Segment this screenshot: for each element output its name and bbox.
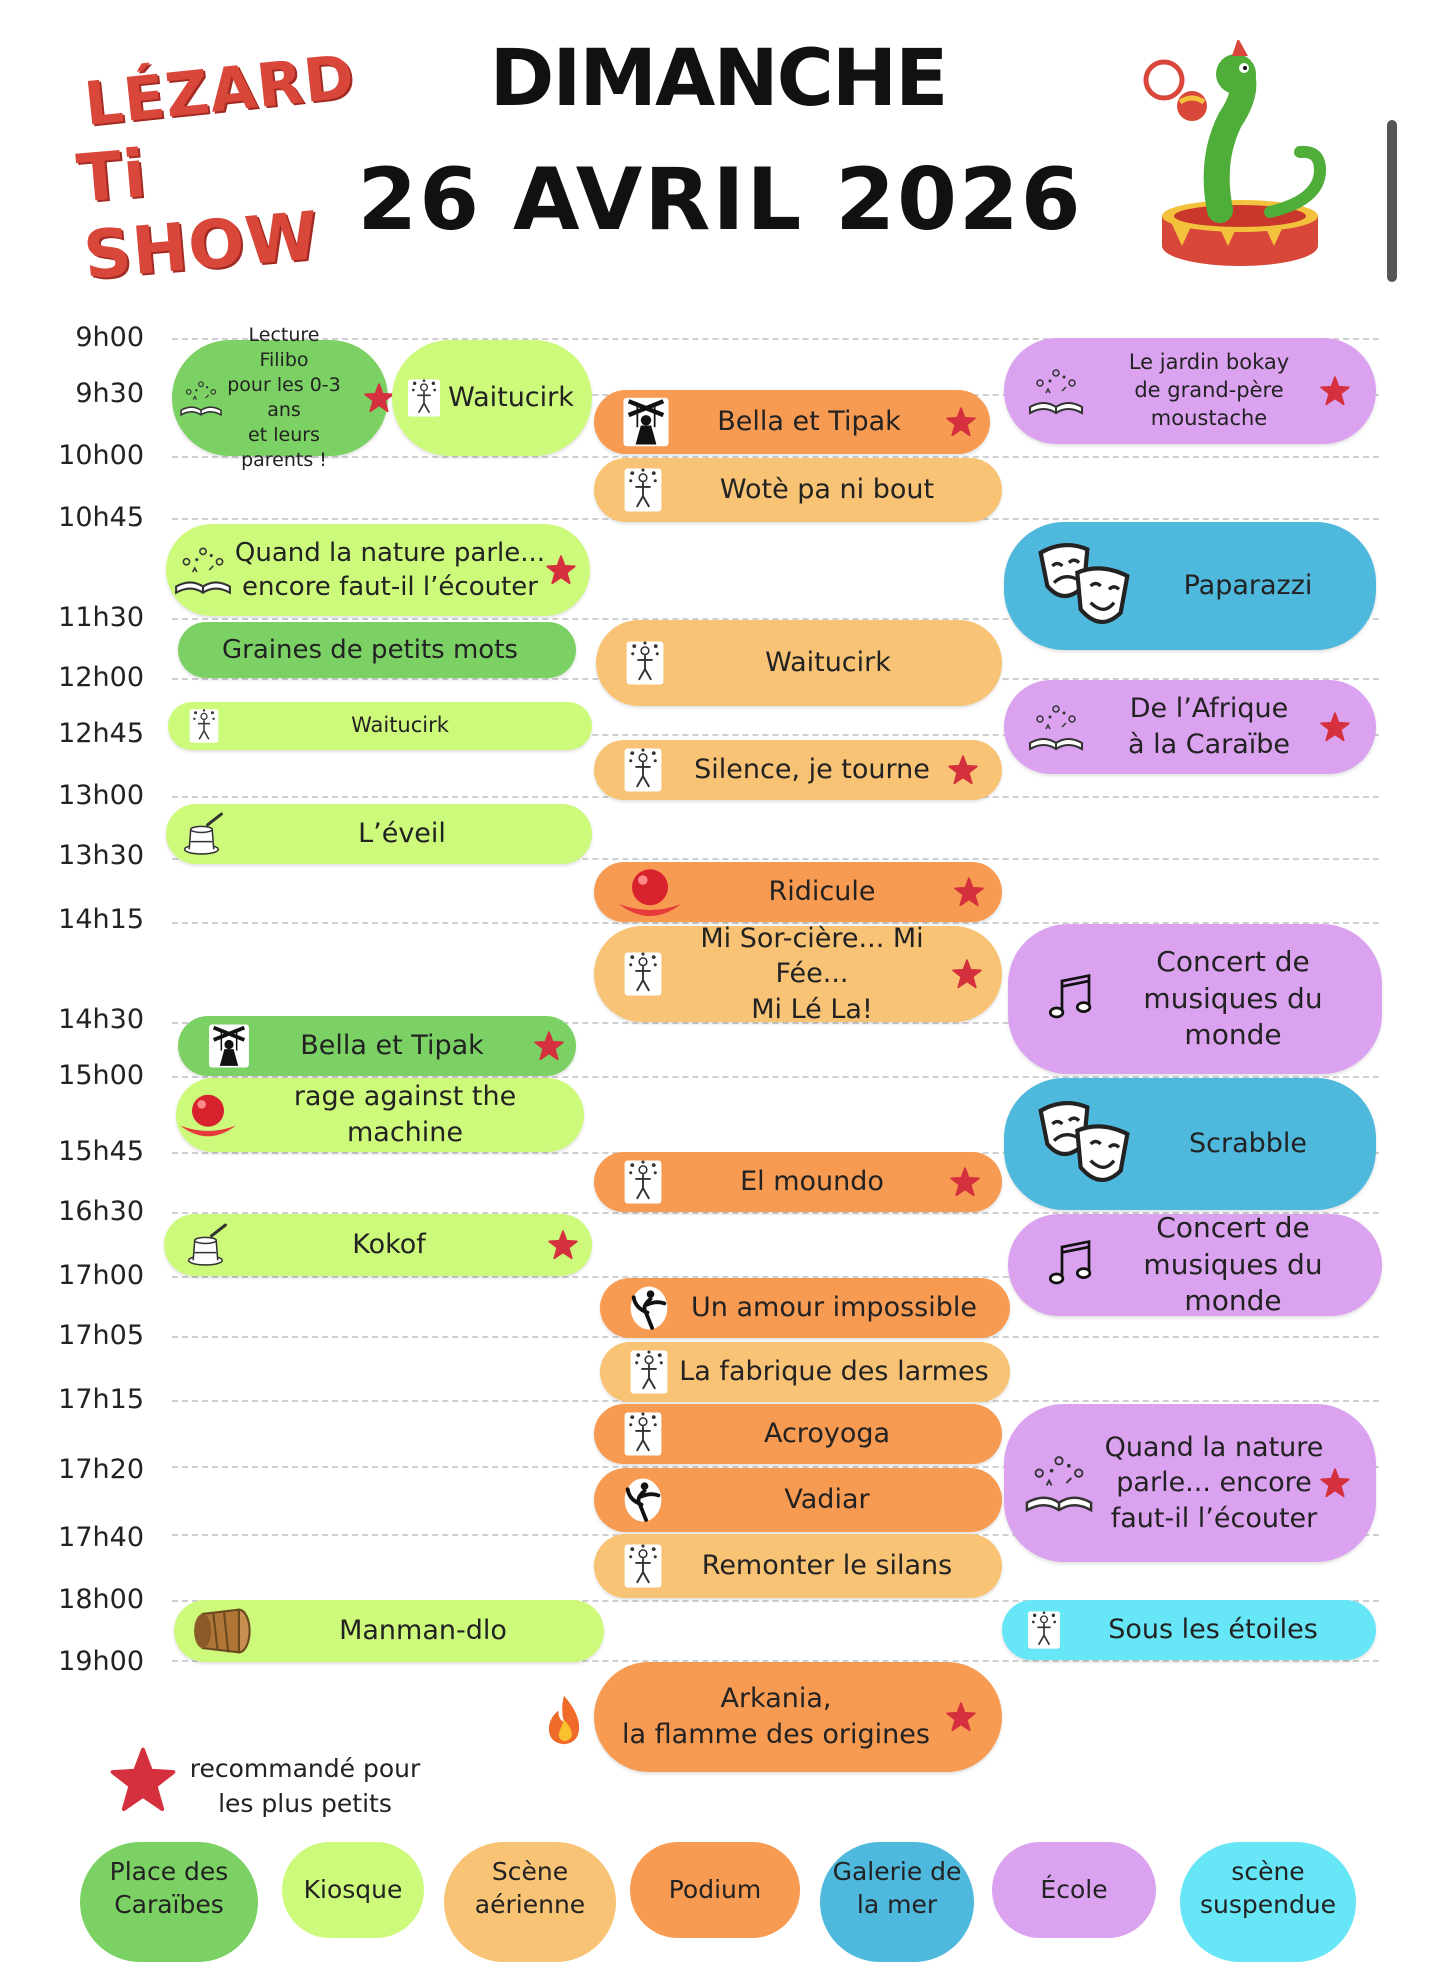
recommended-star-icon — [534, 1031, 564, 1061]
recommended-star-icon — [946, 1702, 976, 1732]
event-pill[interactable] — [172, 323, 388, 472]
time-label: 16h30 — [58, 1196, 144, 1227]
clown-nose-icon — [614, 856, 686, 928]
book-icon — [178, 375, 224, 421]
juggler-icon — [626, 1349, 672, 1395]
event-title: Vadiar — [784, 1484, 870, 1516]
event-title: De l’Afrique à la Caraïbe — [1127, 693, 1291, 760]
event-pill[interactable] — [600, 1278, 1010, 1338]
recommended-star-icon — [548, 1230, 578, 1260]
page-title: DIMANCHE — [489, 34, 947, 124]
recommended-star-icon — [364, 383, 394, 413]
lizard-mascot-icon — [1120, 40, 1360, 280]
recommended-star-icon — [1320, 712, 1350, 742]
event-pill[interactable] — [166, 804, 592, 864]
event-pill[interactable] — [168, 702, 592, 750]
time-label: 17h05 — [58, 1320, 144, 1351]
event-title: Mi Sor-cière... Mi Fée... Mi Lé La! — [700, 922, 924, 1025]
event-title: Waitucirk — [448, 382, 574, 414]
event-pill[interactable] — [1008, 924, 1382, 1074]
time-label: 14h15 — [58, 904, 144, 935]
event-pill[interactable] — [594, 390, 990, 454]
puppet-icon — [206, 1023, 252, 1069]
event-title: Sous les étoiles — [1108, 1614, 1318, 1646]
event-pill[interactable] — [392, 340, 592, 456]
event-pill[interactable] — [178, 1016, 576, 1076]
time-label: 9h00 — [75, 322, 144, 353]
event-pill[interactable] — [594, 1404, 1002, 1464]
time-label: 12h00 — [58, 662, 144, 693]
location-badge: Scène aérienne — [444, 1842, 616, 1962]
recommended-star-icon — [946, 407, 976, 437]
event-pill[interactable] — [594, 862, 1002, 922]
recommended-star-icon — [546, 555, 576, 585]
event-title: Wotè pa ni bout — [719, 474, 935, 506]
time-label: 10h00 — [58, 440, 144, 471]
event-title: Arkania, la flamme des origines — [622, 1683, 930, 1750]
event-pill[interactable] — [594, 1534, 1002, 1598]
event-pill[interactable] — [174, 1600, 604, 1662]
event-pill[interactable] — [1004, 338, 1376, 444]
event-pill[interactable] — [596, 620, 1002, 706]
event-title: Concert de musiques du monde — [1143, 944, 1323, 1052]
book-icon — [172, 539, 234, 601]
location-badge: Podium — [630, 1842, 800, 1938]
event-title: Concert de musiques du monde — [1143, 1210, 1323, 1318]
music-note-icon — [1044, 1238, 1098, 1292]
event-pill[interactable] — [1004, 1078, 1376, 1210]
event-title: Waitucirk — [351, 713, 449, 738]
time-label: 15h45 — [58, 1136, 144, 1167]
time-label: 14h30 — [58, 1004, 144, 1035]
recommended-star-icon — [108, 1747, 178, 1813]
dancer-icon — [620, 1477, 666, 1523]
juggler-icon — [620, 1159, 666, 1205]
event-title: Bella et Tipak — [300, 1030, 484, 1062]
recommended-star-icon — [954, 877, 984, 907]
juggler-icon — [620, 1411, 666, 1457]
event-pill[interactable] — [594, 1152, 1002, 1212]
event-pill[interactable] — [1004, 1404, 1376, 1562]
juggler-icon — [620, 951, 666, 997]
event-title: Bella et Tipak — [717, 406, 901, 438]
book-icon — [1026, 697, 1086, 757]
event-title: Silence, je tourne — [694, 754, 930, 786]
recommended-star-icon — [1320, 376, 1350, 406]
scrollbar[interactable] — [1387, 120, 1397, 282]
event-title: Scrabble — [1188, 1128, 1308, 1160]
event-pill[interactable] — [1004, 522, 1376, 650]
time-label: 17h40 — [58, 1522, 144, 1553]
recommended-star-icon — [950, 1167, 980, 1197]
event-pill[interactable] — [1004, 680, 1376, 774]
clown-nose-icon — [176, 1083, 240, 1147]
theater-masks-icon — [1034, 536, 1134, 636]
magic-hat-icon — [184, 1222, 230, 1268]
recommended-star-icon — [948, 755, 978, 785]
event-title: Kokof — [352, 1229, 426, 1261]
magic-hat-icon — [180, 811, 226, 857]
event-pill[interactable] — [594, 458, 1002, 522]
time-label: 15h00 — [58, 1060, 144, 1091]
event-pill[interactable] — [594, 1468, 1002, 1532]
event-pill[interactable] — [594, 740, 1002, 800]
juggler-icon — [620, 747, 666, 793]
event-pill[interactable] — [600, 1342, 1010, 1402]
event-title: Waitucirk — [765, 647, 891, 679]
time-label: 13h30 — [58, 840, 144, 871]
location-badge: Galerie de la mer — [820, 1842, 974, 1962]
event-pill[interactable] — [178, 622, 576, 678]
event-title: El moundo — [740, 1166, 884, 1198]
location-badge: scène suspendue — [1180, 1842, 1356, 1962]
juggler-icon — [620, 1543, 666, 1589]
time-label: 11h30 — [58, 602, 144, 633]
event-pill[interactable] — [594, 922, 1002, 1025]
time-label: 12h45 — [58, 718, 144, 749]
logo-line-2: Ti SHOW — [73, 134, 323, 295]
book-icon — [1026, 361, 1086, 421]
location-badge: Place des Caraïbes — [80, 1842, 258, 1962]
juggler-icon — [186, 708, 222, 744]
event-title: Paparazzi — [1183, 570, 1313, 602]
dancer-icon — [626, 1285, 672, 1331]
event-title: Graines de petits mots — [222, 634, 518, 665]
event-pill[interactable] — [164, 1214, 592, 1276]
event-pill[interactable] — [1008, 1210, 1382, 1318]
event-title: Le jardin bokay de grand-père moustache — [1128, 350, 1290, 430]
time-label: 17h15 — [58, 1384, 144, 1415]
event-pill[interactable] — [166, 524, 590, 616]
location-badge: Kiosque — [282, 1842, 424, 1938]
music-note-icon — [1044, 972, 1098, 1026]
recommended-star-icon — [1320, 1468, 1350, 1498]
time-label: 17h20 — [58, 1454, 144, 1485]
event-title: Quand la nature parle... encore faut-il l’écouter — [234, 537, 546, 602]
theater-masks-icon — [1034, 1094, 1134, 1194]
event-title: Manman-dlo — [339, 1615, 507, 1647]
event-title: Quand la nature parle... encore faut-il l’écouter — [1104, 1431, 1324, 1534]
juggler-icon — [622, 640, 668, 686]
time-label: 9h30 — [75, 378, 144, 409]
event-title: Acroyoga — [763, 1418, 891, 1450]
juggler-icon — [1024, 1610, 1064, 1650]
drum-icon — [192, 1599, 256, 1663]
page-date: 26 AVRIL 2026 — [357, 150, 1083, 250]
location-badge: École — [992, 1842, 1156, 1938]
event-title: rage against the machine — [293, 1081, 517, 1148]
event-title: L’éveil — [358, 818, 446, 850]
event-title: Lecture Filibo pour les 0-3 ans et leurs parents ! — [227, 323, 341, 472]
event-title: Remonter le silans — [701, 1550, 953, 1582]
puppet-icon — [620, 396, 672, 448]
time-label: 10h45 — [58, 502, 144, 533]
juggler-icon — [620, 467, 666, 513]
event-title: Ridicule — [768, 876, 876, 908]
time-label: 13h00 — [58, 780, 144, 811]
recommended-star-icon — [952, 959, 982, 989]
juggler-icon — [404, 378, 444, 418]
time-label: 18h00 — [58, 1584, 144, 1615]
time-label: 17h00 — [58, 1260, 144, 1291]
event-pill[interactable] — [594, 1662, 1002, 1772]
event-title: La fabrique des larmes — [679, 1356, 989, 1388]
event-pill[interactable] — [176, 1078, 584, 1152]
time-label: 19h00 — [58, 1646, 144, 1677]
flame-icon — [536, 1692, 592, 1748]
book-icon — [1022, 1446, 1096, 1520]
legend-label: recommandé pour les plus petits — [189, 1754, 421, 1818]
event-title: Un amour impossible — [691, 1292, 977, 1324]
event-pill[interactable] — [1002, 1600, 1376, 1660]
logo-line-1: LÉZARD — [81, 42, 359, 140]
